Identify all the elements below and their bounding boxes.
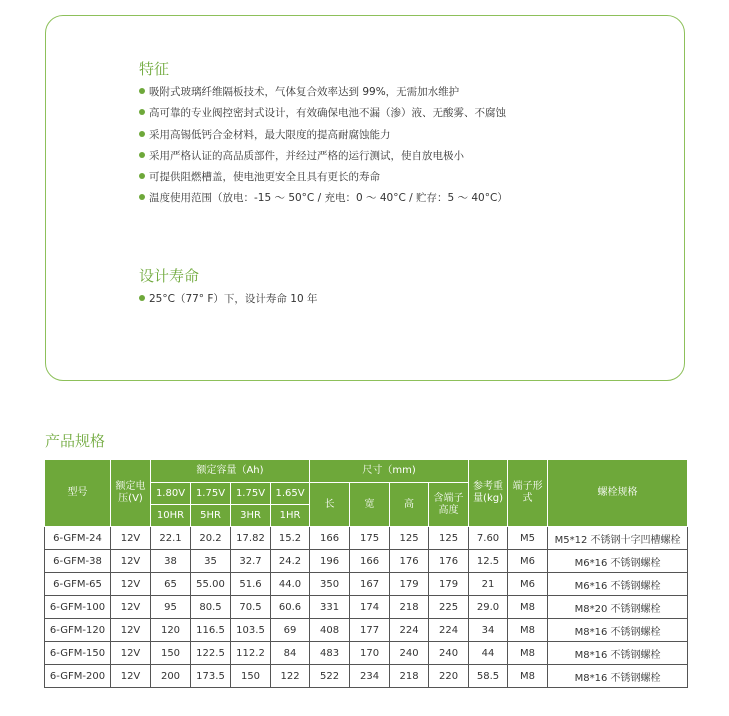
table-cell: 6-GFM-65 bbox=[45, 573, 111, 596]
design-life-item: 25°C（77° F）下，设计寿命 10 年 bbox=[139, 292, 317, 313]
table-cell: M5 bbox=[508, 527, 548, 550]
feature-item: 温度使用范围（放电：-15 ～ 50°C / 充电：0 ～ 40°C / 贮存：5 ～ 40°C） bbox=[139, 191, 508, 212]
design-life-title: 设计寿命 bbox=[139, 267, 200, 285]
table-cell: 35 bbox=[191, 550, 231, 573]
table-cell: 179 bbox=[390, 573, 429, 596]
table-cell: 483 bbox=[310, 642, 350, 665]
table-cell: 220 bbox=[429, 665, 469, 688]
header-cap-rate: 3HR bbox=[231, 505, 271, 527]
table-cell: 95 bbox=[151, 596, 191, 619]
table-cell: 84 bbox=[271, 642, 310, 665]
table-cell: 60.6 bbox=[271, 596, 310, 619]
table-cell: 234 bbox=[350, 665, 390, 688]
features-list bbox=[139, 85, 508, 213]
table-cell: 224 bbox=[390, 619, 429, 642]
table-cell: 6-GFM-24 bbox=[45, 527, 111, 550]
table-cell: M8*16 不锈钢螺栓 bbox=[548, 642, 688, 665]
table-cell: 44.0 bbox=[271, 573, 310, 596]
table-cell: 175 bbox=[350, 527, 390, 550]
table-cell: 166 bbox=[350, 550, 390, 573]
table-cell: 200 bbox=[151, 665, 191, 688]
table-cell: 122.5 bbox=[191, 642, 231, 665]
table-cell: 32.7 bbox=[231, 550, 271, 573]
table-cell: 176 bbox=[429, 550, 469, 573]
table-cell: M6 bbox=[508, 550, 548, 573]
table-cell: 240 bbox=[390, 642, 429, 665]
header-terminal-height: 含端子高度 bbox=[429, 483, 469, 527]
header-cap-volt: 1.75V bbox=[231, 483, 271, 505]
table-cell: 6-GFM-150 bbox=[45, 642, 111, 665]
table-cell: M8*16 不锈钢螺栓 bbox=[548, 619, 688, 642]
header-terminal-type: 端子形式 bbox=[508, 460, 548, 527]
bullet-icon bbox=[139, 131, 145, 137]
design-life-list bbox=[139, 292, 317, 313]
table-cell: 12V bbox=[111, 642, 151, 665]
table-cell: 224 bbox=[429, 619, 469, 642]
bullet-icon bbox=[139, 194, 145, 200]
header-voltage: 额定电压(V) bbox=[111, 460, 151, 527]
table-cell: 34 bbox=[469, 619, 508, 642]
table-cell: 176 bbox=[390, 550, 429, 573]
header-cap-rate: 10HR bbox=[151, 505, 191, 527]
table-cell: 12V bbox=[111, 550, 151, 573]
table-cell: 6-GFM-38 bbox=[45, 550, 111, 573]
table-row bbox=[45, 527, 688, 550]
table-cell: 80.5 bbox=[191, 596, 231, 619]
header-cap-volt: 1.75V bbox=[191, 483, 231, 505]
specs-title: 产品规格 bbox=[45, 432, 106, 450]
header-capacity: 额定容量（Ah) bbox=[151, 460, 310, 483]
feature-item: 可提供阻燃槽盖，使电池更安全且具有更长的寿命 bbox=[139, 170, 508, 191]
table-cell: 120 bbox=[151, 619, 191, 642]
table-cell: M8*16 不锈钢螺栓 bbox=[548, 665, 688, 688]
feature-item: 高可靠的专业阀控密封式设计，有效确保电池不漏（渗）液、无酸雾、不腐蚀 bbox=[139, 106, 508, 127]
table-cell: M8 bbox=[508, 619, 548, 642]
bullet-icon bbox=[139, 173, 145, 179]
bullet-icon bbox=[139, 152, 145, 158]
table-cell: 177 bbox=[350, 619, 390, 642]
table-cell: 170 bbox=[350, 642, 390, 665]
table-cell: 125 bbox=[390, 527, 429, 550]
table-cell: 12.5 bbox=[469, 550, 508, 573]
table-cell: 173.5 bbox=[191, 665, 231, 688]
table-cell: 166 bbox=[310, 527, 350, 550]
table-cell: 116.5 bbox=[191, 619, 231, 642]
bullet-icon bbox=[139, 295, 145, 301]
table-cell: 240 bbox=[429, 642, 469, 665]
table-row bbox=[45, 619, 688, 642]
table-cell: M8 bbox=[508, 596, 548, 619]
table-cell: 58.5 bbox=[469, 665, 508, 688]
table-row bbox=[45, 596, 688, 619]
table-cell: 69 bbox=[271, 619, 310, 642]
table-row bbox=[45, 665, 688, 688]
table-cell: 21 bbox=[469, 573, 508, 596]
table-cell: 12V bbox=[111, 527, 151, 550]
table-cell: M8 bbox=[508, 665, 548, 688]
table-cell: 55.00 bbox=[191, 573, 231, 596]
table-cell: 7.60 bbox=[469, 527, 508, 550]
table-cell: 70.5 bbox=[231, 596, 271, 619]
table-row bbox=[45, 573, 688, 596]
features-title: 特征 bbox=[139, 60, 170, 78]
table-cell: 179 bbox=[429, 573, 469, 596]
table-cell: 225 bbox=[429, 596, 469, 619]
table-row bbox=[45, 550, 688, 573]
header-bolt: 螺栓规格 bbox=[548, 460, 688, 527]
table-cell: 112.2 bbox=[231, 642, 271, 665]
bullet-icon bbox=[139, 109, 145, 115]
feature-item: 采用高锡低钙合金材料，最大限度的提高耐腐蚀能力 bbox=[139, 128, 508, 149]
header-cap-rate: 5HR bbox=[191, 505, 231, 527]
table-cell: 408 bbox=[310, 619, 350, 642]
table-cell: 24.2 bbox=[271, 550, 310, 573]
table-cell: 331 bbox=[310, 596, 350, 619]
table-cell: M6*16 不锈钢螺栓 bbox=[548, 573, 688, 596]
header-size: 尺寸（mm) bbox=[310, 460, 469, 483]
table-cell: 150 bbox=[151, 642, 191, 665]
table-cell: 6-GFM-200 bbox=[45, 665, 111, 688]
header-model: 型号 bbox=[45, 460, 111, 527]
table-cell: 6-GFM-100 bbox=[45, 596, 111, 619]
table-cell: 150 bbox=[231, 665, 271, 688]
table-cell: M6*16 不锈钢螺栓 bbox=[548, 550, 688, 573]
table-cell: M8*20 不锈钢螺栓 bbox=[548, 596, 688, 619]
table-cell: 522 bbox=[310, 665, 350, 688]
table-cell: M5*12 不锈钢十字凹槽螺栓 bbox=[548, 527, 688, 550]
table-cell: 218 bbox=[390, 665, 429, 688]
table-cell: 122 bbox=[271, 665, 310, 688]
feature-item: 采用严格认证的高品质部件，并经过严格的运行测试，使自放电极小 bbox=[139, 149, 508, 170]
table-cell: 38 bbox=[151, 550, 191, 573]
table-cell: 125 bbox=[429, 527, 469, 550]
table-cell: 65 bbox=[151, 573, 191, 596]
table-cell: 167 bbox=[350, 573, 390, 596]
header-length: 长 bbox=[310, 483, 350, 527]
table-cell: 103.5 bbox=[231, 619, 271, 642]
header-height: 高 bbox=[390, 483, 429, 527]
table-row bbox=[45, 642, 688, 665]
table-cell: 12V bbox=[111, 573, 151, 596]
header-width: 宽 bbox=[350, 483, 390, 527]
table-cell: 12V bbox=[111, 619, 151, 642]
header-cap-volt: 1.65V bbox=[271, 483, 310, 505]
table-cell: 12V bbox=[111, 596, 151, 619]
table-cell: 174 bbox=[350, 596, 390, 619]
table-cell: 44 bbox=[469, 642, 508, 665]
bullet-icon bbox=[139, 88, 145, 94]
table-cell: 20.2 bbox=[191, 527, 231, 550]
header-cap-rate: 1HR bbox=[271, 505, 310, 527]
table-cell: 51.6 bbox=[231, 573, 271, 596]
table-cell: 350 bbox=[310, 573, 350, 596]
table-cell: M8 bbox=[508, 642, 548, 665]
table-cell: 22.1 bbox=[151, 527, 191, 550]
specs-table bbox=[44, 459, 688, 688]
table-cell: M6 bbox=[508, 573, 548, 596]
table-cell: 17.82 bbox=[231, 527, 271, 550]
table-cell: 12V bbox=[111, 665, 151, 688]
table-cell: 15.2 bbox=[271, 527, 310, 550]
header-weight: 参考重量(kg) bbox=[469, 460, 508, 527]
header-cap-volt: 1.80V bbox=[151, 483, 191, 505]
specs-table-body bbox=[45, 527, 688, 688]
table-cell: 29.0 bbox=[469, 596, 508, 619]
table-cell: 196 bbox=[310, 550, 350, 573]
feature-item: 吸附式玻璃纤维隔板技术，气体复合效率达到 99%，无需加水维护 bbox=[139, 85, 508, 106]
table-cell: 218 bbox=[390, 596, 429, 619]
table-cell: 6-GFM-120 bbox=[45, 619, 111, 642]
